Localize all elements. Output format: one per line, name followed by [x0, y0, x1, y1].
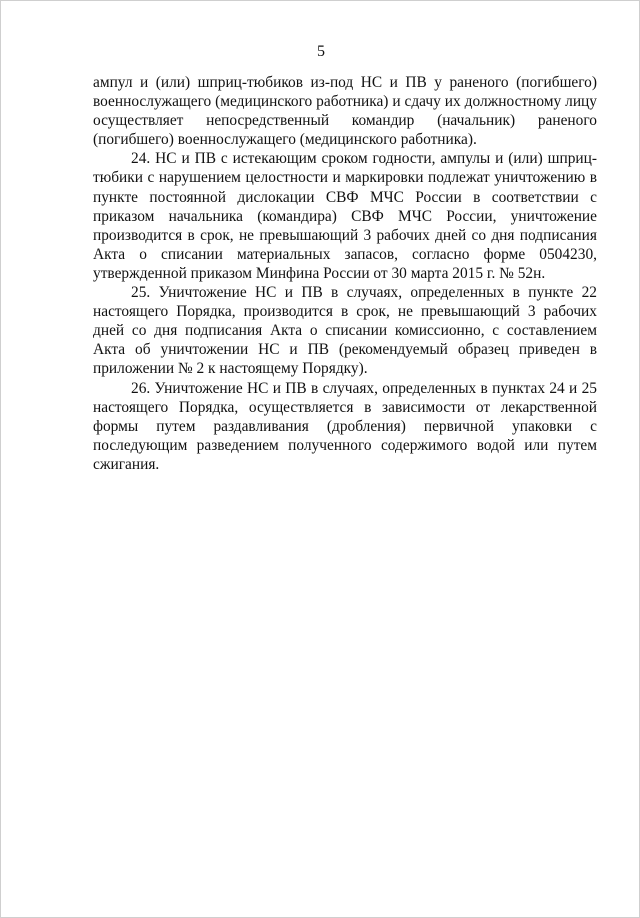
document-body: [93, 73, 597, 474]
page-number: 5: [317, 43, 325, 60]
paragraph-25: 25. Уничтожение НС и ПВ в случаях, определенных в пункте 22 настоящего Порядка, производится в срок, не превышающий 3 рабочих дней со дня подписания Акта о списании комиссионно, с составлением Акта об уничтожении НС и ПВ (рекомендуемый образец приведен в приложении № 2 к настоящему Порядку).: [93, 284, 597, 378]
paragraph-continuation: ампул и (или) шприц-тюбиков из-под НС и ПВ у раненого (погибшего) военнослужащего (медицинского работника) и сдачу их должностному лицу осуществляет непосредственный командир (начальник) раненого (погибшего) военнослужащего (медицинского работника).: [93, 74, 597, 149]
paragraph-24: 24. НС и ПВ с истекающим сроком годности, ампулы и (или) шприц-тюбики с нарушением целостности и маркировки подлежат уничтожению в пункте постоянной дислокации СВФ МЧС России в соответствии с приказом начальника (командира) СВФ МЧС России, уничтожение производится в срок, не превышающий 3 рабочих дней со дня подписания Акта о списании материальных запасов, согласно форме 0504230, утвержденной приказом Минфина России от 30 марта 2015 г. № 52н.: [93, 150, 597, 282]
paragraph-26: 26. Уничтожение НС и ПВ в случаях, определенных в пунктах 24 и 25 настоящего Порядка, осуществляется в зависимости от лекарственной формы путем раздавливания (дробления) первичной упаковки с последующим разведением полученного содержимого водой или путем сжигания.: [93, 379, 597, 473]
